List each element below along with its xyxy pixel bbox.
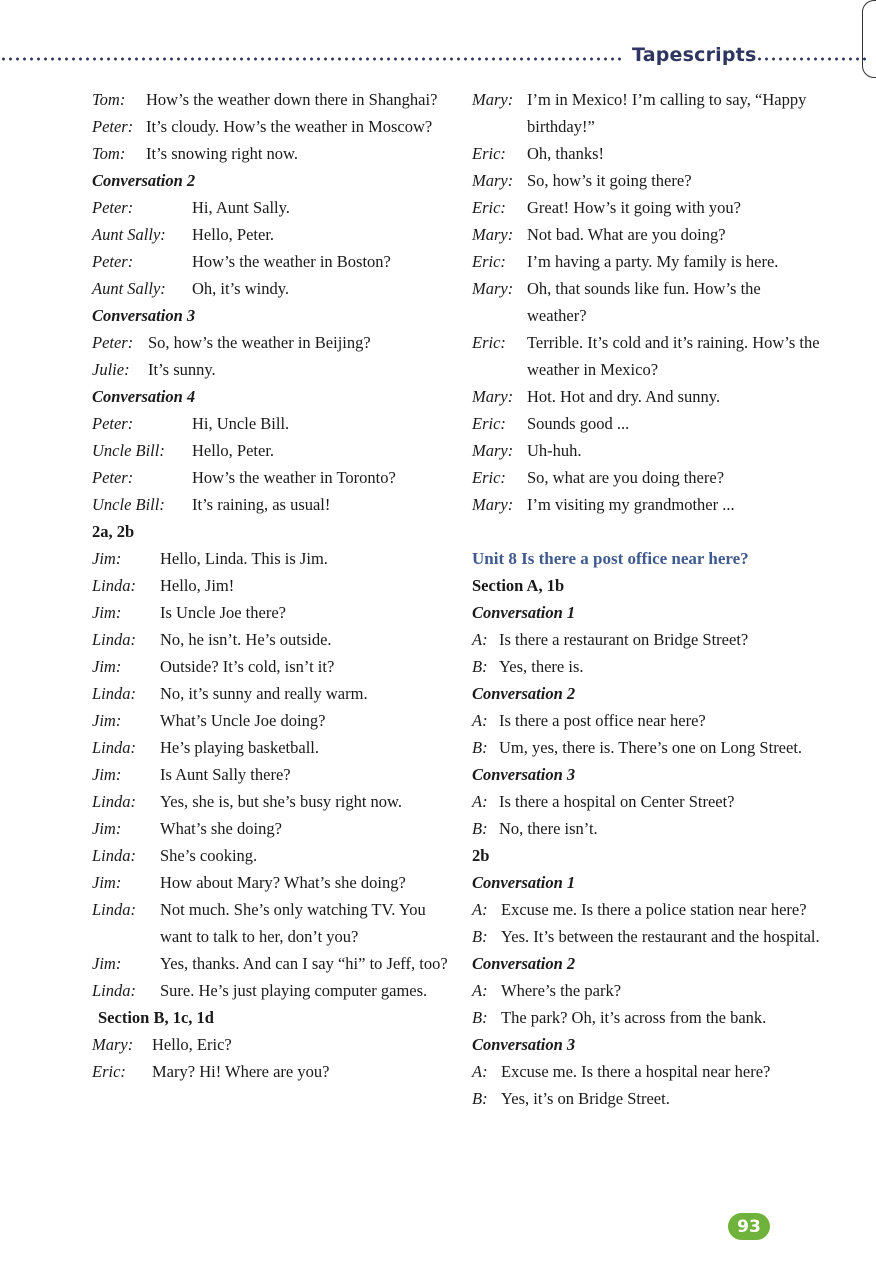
dialogue-line [92,221,452,248]
dialogue-block [92,545,452,1004]
dialogue-text: Terrible. It’s cold and it’s raining. How’s the weather in Mexico? [527,333,820,379]
conversation-heading: Conversation 4 [92,387,196,406]
speaker-label: Eric: [472,468,506,487]
dialogue-text: Sure. He’s just playing computer games. [160,981,428,1000]
dialogue-text: What’s Uncle Joe doing? [160,711,326,730]
dialogue-text: Is there a post office near here? [499,711,706,730]
speaker-label: Mary: [472,90,514,109]
dialogue-line [472,734,822,761]
dialogue-text: Hello, Peter. [192,441,275,460]
dialogue-line [92,869,452,896]
speaker-label: Linda: [92,792,137,811]
speaker-label: Julie: [92,360,130,379]
dialogue-line [92,86,452,113]
dialogue-line [92,950,452,977]
section-title: Tapescripts [632,44,757,66]
dialogue-line [92,842,452,869]
dialogue-line [92,113,452,140]
dialogue-text: Oh, that sounds like fun. How’s the weather? [527,279,761,325]
page-tab-edge [862,0,876,78]
dialogue-text: Is there a hospital on Center Street? [499,792,735,811]
dialogue-line [92,1031,452,1058]
dialogue-block [92,1031,452,1085]
speaker-label: Peter: [92,198,134,217]
dialogue-text: So, how’s it going there? [527,171,692,190]
dialogue-text: I’m visiting my grandmother ... [527,495,735,514]
speaker-label: A: [472,1062,488,1081]
section-heading: Section A, 1b [472,576,565,595]
dialogue-text: Is there a restaurant on Bridge Street? [499,630,749,649]
speaker-label: Linda: [92,981,137,1000]
dialogue-block [472,977,822,1031]
dialogue-block [92,329,452,383]
dialogue-text: Oh, thanks! [527,144,604,163]
speaker-label: Jim: [92,711,122,730]
speaker-label: Tom: [92,90,126,109]
dialogue-text: It’s sunny. [148,360,216,379]
dialogue-line [92,356,452,383]
dialogue-text: She’s cooking. [160,846,258,865]
dialogue-text: The park? Oh, it’s across from the bank. [501,1008,767,1027]
speaker-label: Linda: [92,684,137,703]
dialogue-line [472,1085,822,1112]
dotted-rule-left [0,57,624,61]
dialogue-text: How’s the weather in Boston? [192,252,391,271]
dialogue-line [92,140,452,167]
conversation-heading: Conversation 2 [92,171,196,190]
dialogue-text: He’s playing basketball. [160,738,320,757]
dialogue-block [472,626,822,680]
dialogue-line [472,977,822,1004]
dialogue-line [472,653,822,680]
dialogue-line [472,1058,822,1085]
dialogue-line [92,680,452,707]
dialogue-text: Yes. It’s between the restaurant and the hospital. [501,927,820,946]
speaker-label: Peter: [92,333,134,352]
speaker-label: Tom: [92,144,126,163]
dialogue-line [472,410,822,437]
dialogue-block [472,86,822,518]
dialogue-block [92,410,452,518]
dialogue-line [92,761,452,788]
dialogue-text: Excuse me. Is there a hospital near here? [501,1062,771,1081]
dialogue-text: Sounds good ... [527,414,630,433]
dotted-rule-right [756,57,868,61]
dialogue-text: Excuse me. Is there a police station near here? [501,900,807,919]
speaker-label: Eric: [472,198,506,217]
speaker-label: A: [472,630,488,649]
dialogue-line [92,599,452,626]
dialogue-line [92,410,452,437]
dialogue-line [472,815,822,842]
speaker-label: B: [472,1008,488,1027]
dialogue-text: No, there isn’t. [499,819,598,838]
speaker-label: Eric: [472,144,506,163]
dialogue-text: Yes, it’s on Bridge Street. [501,1089,670,1108]
dialogue-line [92,194,452,221]
speaker-label: Mary: [472,171,514,190]
speaker-label: Eric: [472,414,506,433]
dialogue-text: Yes, she is, but she’s busy right now. [160,792,403,811]
dialogue-block [92,86,452,167]
conversation-heading: Conversation 1 [472,873,576,892]
speaker-label: Jim: [92,819,122,838]
dialogue-text: How’s the weather down there in Shanghai? [146,90,438,109]
speaker-label: Eric: [92,1062,126,1081]
dialogue-text: Hello, Linda. This is Jim. [160,549,328,568]
dialogue-line [472,248,822,275]
dialogue-text: Uh-huh. [527,441,582,460]
conversation-heading: Conversation 1 [472,603,576,622]
speaker-label: Aunt Sally: [92,225,166,244]
speaker-label: Mary: [472,387,514,406]
speaker-label: B: [472,738,488,757]
dialogue-text: Hello, Jim! [160,576,235,595]
dialogue-line [472,221,822,248]
dialogue-block [472,1058,822,1112]
speaker-label: A: [472,981,488,1000]
page-number-badge: 93 [728,1213,770,1240]
speaker-label: Mary: [472,225,514,244]
conversation-heading: Conversation 3 [472,1035,576,1054]
dialogue-line [92,896,452,950]
dialogue-block [472,788,822,842]
dialogue-line [92,653,452,680]
dialogue-text: Outside? It’s cold, isn’t it? [160,657,335,676]
speaker-label: Aunt Sally: [92,279,166,298]
left-column [92,86,452,1085]
speaker-label: A: [472,900,488,919]
dialogue-line [92,437,452,464]
speaker-label: B: [472,927,488,946]
speaker-label: Jim: [92,549,122,568]
section-heading: Section B, 1c, 1d [98,1008,214,1027]
dialogue-text: Is Aunt Sally there? [160,765,291,784]
speaker-label: Peter: [92,252,134,271]
dialogue-line [92,464,452,491]
dialogue-line [92,977,452,1004]
dialogue-text: How about Mary? What’s she doing? [160,873,406,892]
dialogue-line [472,167,822,194]
dialogue-text: It’s cloudy. How’s the weather in Moscow? [146,117,433,136]
dialogue-line [92,491,452,518]
dialogue-line [92,329,452,356]
speaker-label: Jim: [92,603,122,622]
dialogue-text: So, how’s the weather in Beijing? [148,333,371,352]
dialogue-line [472,194,822,221]
dialogue-text: Hot. Hot and dry. And sunny. [527,387,721,406]
dialogue-text: How’s the weather in Toronto? [192,468,396,487]
dialogue-line [92,815,452,842]
speaker-label: B: [472,1089,488,1108]
dialogue-line [472,707,822,734]
dialogue-block [472,707,822,761]
dialogue-block [92,194,452,302]
speaker-label: Linda: [92,576,137,595]
conversation-heading: Conversation 2 [472,684,576,703]
dialogue-line [472,437,822,464]
dialogue-text: It’s snowing right now. [146,144,299,163]
speaker-label: Jim: [92,657,122,676]
speaker-label: B: [472,819,488,838]
dialogue-line [92,545,452,572]
speaker-label: Mary: [92,1035,134,1054]
dialogue-text: Great! How’s it going with you? [527,198,742,217]
dialogue-text: So, what are you doing there? [527,468,725,487]
dialogue-text: Mary? Hi! Where are you? [152,1062,330,1081]
speaker-label: Linda: [92,846,137,865]
dialogue-line [472,383,822,410]
dialogue-text: No, it’s sunny and really warm. [160,684,368,703]
conversation-heading: Conversation 2 [472,954,576,973]
speaker-label: Jim: [92,873,122,892]
speaker-label: Peter: [92,468,134,487]
dialogue-text: What’s she doing? [160,819,282,838]
speaker-label: A: [472,792,488,811]
section-heading: 2a, 2b [92,522,135,541]
dialogue-line [472,1004,822,1031]
dialogue-line [92,248,452,275]
dialogue-line [92,275,452,302]
dialogue-text: Not much. She’s only watching TV. You want to talk to her, don’t you? [160,900,426,946]
dialogue-line [472,923,822,950]
dialogue-text: Is Uncle Joe there? [160,603,286,622]
dialogue-line [92,788,452,815]
dialogue-line [472,896,822,923]
dialogue-text: Hello, Peter. [192,225,275,244]
dialogue-line [472,491,822,518]
speaker-label: Jim: [92,954,122,973]
unit-heading: Unit 8 Is there a post office near here? [472,549,749,568]
dialogue-line [472,788,822,815]
dialogue-line [92,626,452,653]
dialogue-line [92,1058,452,1085]
speaker-label: Peter: [92,414,134,433]
speaker-label: Mary: [472,279,514,298]
speaker-label: Peter: [92,117,134,136]
speaker-label: Uncle Bill: [92,495,165,514]
dialogue-text: Um, yes, there is. There’s one on Long Street. [499,738,803,757]
dialogue-text: Hi, Aunt Sally. [192,198,290,217]
dialogue-text: Oh, it’s windy. [192,279,290,298]
speaker-label: Jim: [92,765,122,784]
dialogue-line [472,464,822,491]
speaker-label: Linda: [92,900,137,919]
dialogue-text: Hi, Uncle Bill. [192,414,290,433]
speaker-label: Uncle Bill: [92,441,165,460]
page-header [0,44,876,74]
speaker-label: Linda: [92,630,137,649]
dialogue-text: Yes, thanks. And can I say “hi” to Jeff, too? [160,954,448,973]
conversation-heading: Conversation 3 [472,765,576,784]
dialogue-line [92,707,452,734]
dialogue-text: It’s raining, as usual! [192,495,331,514]
dialogue-line [472,626,822,653]
dialogue-text: Where’s the park? [501,981,622,1000]
right-column [472,86,822,1112]
dialogue-line [472,86,822,140]
dialogue-line [472,329,822,383]
speaker-label: A: [472,711,488,730]
speaker-label: Eric: [472,333,506,352]
conversation-heading: Conversation 3 [92,306,196,325]
dialogue-text: Hello, Eric? [152,1035,232,1054]
section-heading: 2b [472,846,490,865]
dialogue-text: I’m having a party. My family is here. [527,252,779,271]
dialogue-line [92,572,452,599]
dialogue-line [92,734,452,761]
speaker-label: B: [472,657,488,676]
dialogue-block [472,896,822,950]
dialogue-text: I’m in Mexico! I’m calling to say, “Happy birthday!” [527,90,807,136]
dialogue-text: Yes, there is. [499,657,584,676]
dialogue-line [472,275,822,329]
speaker-label: Linda: [92,738,137,757]
dialogue-text: No, he isn’t. He’s outside. [160,630,332,649]
dialogue-text: Not bad. What are you doing? [527,225,726,244]
speaker-label: Mary: [472,495,514,514]
speaker-label: Eric: [472,252,506,271]
dialogue-line [472,140,822,167]
speaker-label: Mary: [472,441,514,460]
